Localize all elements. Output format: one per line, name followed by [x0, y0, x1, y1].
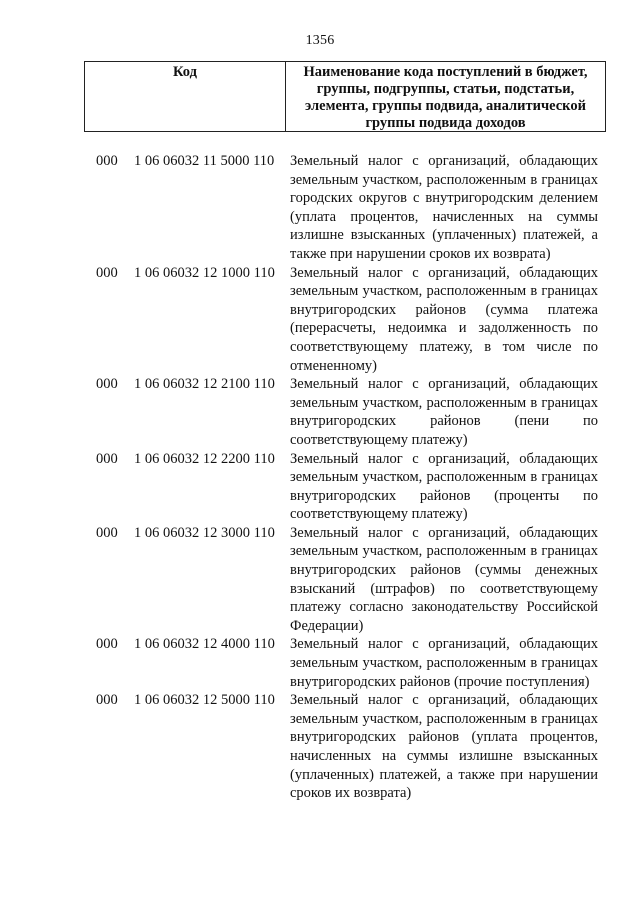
revenue-description: Земельный налог с организаций, обладающих земельным участком, расположенным в границах городских округов с внутригородским делением (уплата процентов, начисленных на суммы излишне взысканных (уплаченных) платежей, а также при нарушении сроков их возврата): [290, 153, 598, 262]
table-row: [96, 375, 606, 449]
revenue-code: 1 06 06032 12 5000 110: [134, 692, 275, 709]
admin-code: 000: [96, 450, 118, 467]
table-row: [96, 635, 606, 691]
revenue-description: Земельный налог с организаций, обладающих земельным участком, расположенным в границах внутригородских районов (пени по соответствующему платежу): [290, 376, 598, 448]
admin-code: 000: [96, 376, 118, 393]
admin-code: 000: [96, 636, 118, 653]
revenue-description: Земельный налог с организаций, обладающих земельным участком, расположенным в границах внутригородских районов (прочие поступления): [290, 636, 598, 690]
table-row: [96, 450, 606, 524]
revenue-description: Земельный налог с организаций, обладающих земельным участком, расположенным в границах внутригородских районов (сумма платежа (перерасчеты, недоимка и задолженность по соответствующему платежу, в том числе по отмененному): [290, 264, 598, 374]
revenue-description: Земельный налог с организаций, обладающих земельным участком, расположенным в границах внутригородских районов (проценты по соответствующему платежу): [290, 450, 598, 523]
admin-code: 000: [96, 524, 118, 541]
revenue-code: 1 06 06032 12 2100 110: [134, 376, 275, 393]
header-code-label: Код: [85, 62, 286, 131]
revenue-code: 1 06 06032 12 2200 110: [134, 450, 275, 467]
table-header: [84, 61, 606, 132]
revenue-description: Земельный налог с организаций, обладающих земельным участком, расположенным в границах внутригородских районов (уплата процентов, начисленных на суммы излишне взысканных (уплаченных) платежей, а также при нарушении сроков их возврата): [290, 692, 598, 802]
page-number: 1356: [305, 33, 335, 48]
revenue-code: 1 06 06032 11 5000 110: [134, 153, 275, 169]
table-body: [96, 152, 606, 803]
revenue-code: 1 06 06032 12 4000 110: [134, 636, 275, 653]
revenue-description: Земельный налог с организаций, обладающих земельным участком, расположенным в границах внутригородских районов (суммы денежных взысканий (штрафов) по соответствующему платежу согласно законодательству Российской Федерации): [290, 524, 598, 634]
table-row: [96, 152, 606, 264]
admin-code: 000: [96, 264, 118, 281]
header-name-label: Наименование кода поступлений в бюджет, группы, подгруппы, статьи, подстатьи, элемента, группы подвида, аналитической группы подвида доходов: [303, 64, 588, 131]
table-row: [96, 691, 606, 803]
revenue-code: 1 06 06032 12 3000 110: [134, 524, 275, 541]
admin-code: 000: [96, 153, 118, 169]
table-row: [96, 524, 606, 636]
table-row: [96, 264, 606, 376]
admin-code: 000: [96, 692, 118, 709]
revenue-code: 1 06 06032 12 1000 110: [134, 264, 275, 281]
